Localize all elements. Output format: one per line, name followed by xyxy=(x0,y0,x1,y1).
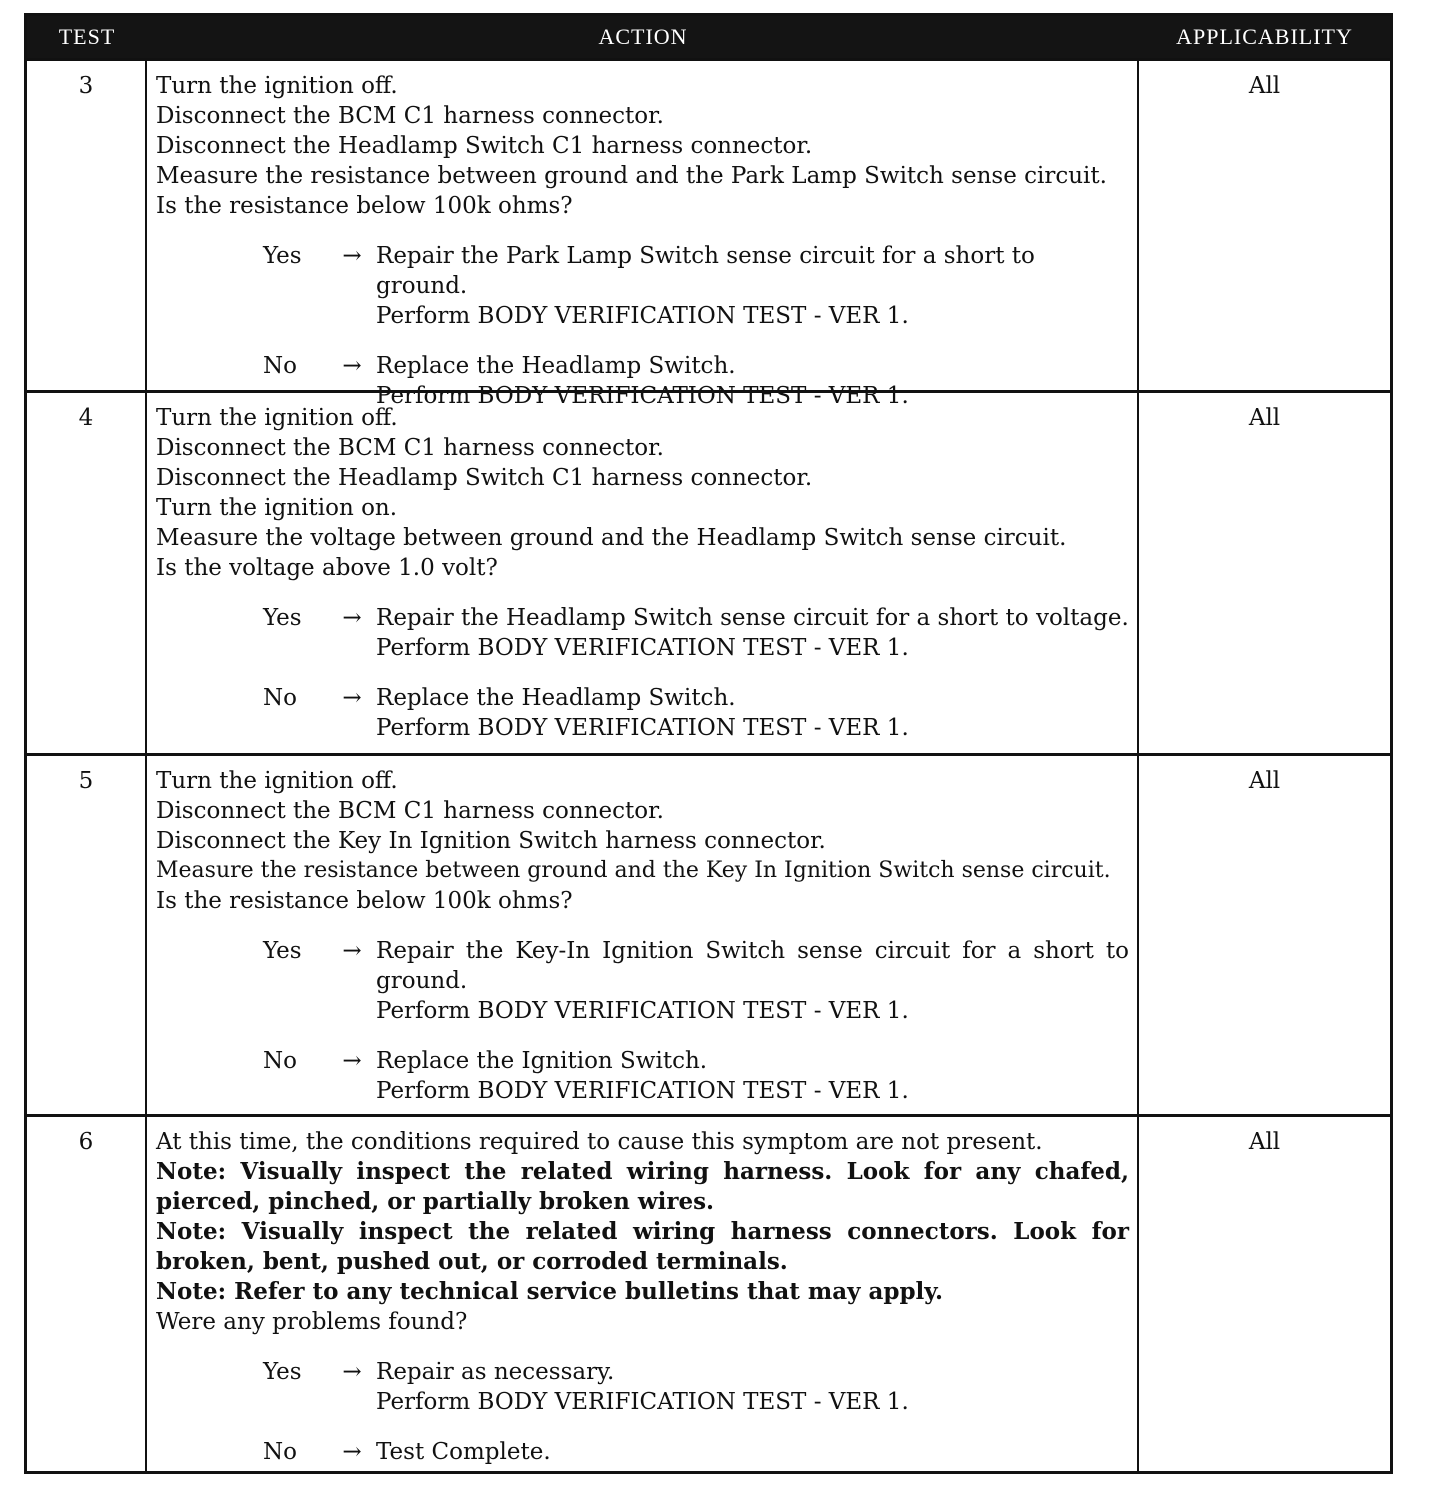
header-action: ACTION xyxy=(598,24,688,49)
step: Disconnect the BCM C1 harness connector. xyxy=(156,798,664,824)
step: Turn the ignition off. xyxy=(156,768,398,794)
applicability-cell: All xyxy=(1248,1129,1281,1155)
diagnostic-table xyxy=(24,13,1393,1474)
no-label: No xyxy=(263,1048,297,1074)
yes-response xyxy=(156,241,1129,331)
test-number: 4 xyxy=(27,393,147,753)
action-cell xyxy=(147,1117,1139,1471)
yes-label: Yes xyxy=(263,243,302,269)
no-label: No xyxy=(263,685,297,711)
no-text: Perform BODY VERIFICATION TEST - VER 1. xyxy=(376,715,909,741)
action-cell xyxy=(147,393,1139,753)
step: Turn the ignition off. xyxy=(156,73,398,99)
yes-response xyxy=(156,603,1129,663)
no-response xyxy=(156,683,1129,743)
yes-text: Repair the Park Lamp Switch sense circuit for a short to ground. xyxy=(376,243,1035,299)
applicability-cell: All xyxy=(1248,405,1281,431)
header-test: TEST xyxy=(58,24,116,49)
step: Disconnect the BCM C1 harness connector. xyxy=(156,435,664,461)
arrow-icon: → xyxy=(342,1439,362,1465)
yes-label: Yes xyxy=(263,1359,302,1385)
question: Were any problems found? xyxy=(156,1309,468,1335)
step: At this time, the conditions required to cause this symptom are not present. xyxy=(156,1129,1043,1155)
step: Measure the resistance between ground and the Key In Ignition Switch sense circuit. xyxy=(156,858,1111,883)
step: Disconnect the Key In Ignition Switch harness connector. xyxy=(156,828,826,854)
no-response xyxy=(156,1437,1129,1467)
arrow-icon: → xyxy=(342,243,362,269)
table-row xyxy=(27,753,1390,1114)
yes-label: Yes xyxy=(263,938,302,964)
step: Measure the resistance between ground and the Park Lamp Switch sense circuit. xyxy=(156,163,1107,189)
yes-text: Perform BODY VERIFICATION TEST - VER 1. xyxy=(376,303,909,329)
step: Is the resistance below 100k ohms? xyxy=(156,193,573,219)
yes-text: Repair as necessary. xyxy=(376,1359,615,1385)
no-text: Replace the Ignition Switch. xyxy=(376,1048,708,1074)
no-text: Test Complete. xyxy=(376,1439,551,1465)
table-row xyxy=(27,58,1390,409)
no-text: Replace the Headlamp Switch. xyxy=(376,353,736,379)
step: Turn the ignition off. xyxy=(156,405,398,431)
note: Note: Visually inspect the related wiring harness. Look for any chafed, pierced, pinched, or partially broken wires. xyxy=(156,1158,1129,1215)
yes-response xyxy=(156,1357,1129,1417)
table-header xyxy=(27,16,1390,58)
test-number: 6 xyxy=(27,1117,147,1471)
header-applicability: APPLICABILITY xyxy=(1176,24,1353,49)
yes-text: Repair the Headlamp Switch sense circuit for a short to voltage. xyxy=(376,605,1129,631)
step: Is the voltage above 1.0 volt? xyxy=(156,555,498,581)
table-row xyxy=(27,390,1390,753)
step: Disconnect the BCM C1 harness connector. xyxy=(156,103,664,129)
yes-text: Perform BODY VERIFICATION TEST - VER 1. xyxy=(376,998,909,1024)
test-number: 5 xyxy=(27,756,147,1114)
test-number: 3 xyxy=(27,61,147,390)
note: Note: Refer to any technical service bulletins that may apply. xyxy=(156,1278,944,1305)
step: Disconnect the Headlamp Switch C1 harness connector. xyxy=(156,465,813,491)
yes-text: Perform BODY VERIFICATION TEST - VER 1. xyxy=(376,1389,909,1415)
applicability-cell: All xyxy=(1248,768,1281,794)
arrow-icon: → xyxy=(342,353,362,379)
no-text: Perform BODY VERIFICATION TEST - VER 1. xyxy=(376,383,909,409)
no-label: No xyxy=(263,353,297,379)
arrow-icon: → xyxy=(342,685,362,711)
yes-label: Yes xyxy=(263,605,302,631)
yes-response xyxy=(156,936,1129,1026)
no-response xyxy=(156,1046,1129,1106)
yes-text: Repair the Key-In Ignition Switch sense circuit for a short to ground. xyxy=(376,938,1129,994)
table-row xyxy=(27,1114,1390,1471)
applicability-cell: All xyxy=(1248,73,1281,99)
no-text: Replace the Headlamp Switch. xyxy=(376,685,736,711)
arrow-icon: → xyxy=(342,938,362,964)
step: Disconnect the Headlamp Switch C1 harness connector. xyxy=(156,133,813,159)
step: Is the resistance below 100k ohms? xyxy=(156,888,573,914)
no-text: Perform BODY VERIFICATION TEST - VER 1. xyxy=(376,1078,909,1104)
step: Measure the voltage between ground and the Headlamp Switch sense circuit. xyxy=(156,525,1067,551)
no-label: No xyxy=(263,1439,297,1465)
arrow-icon: → xyxy=(342,1048,362,1074)
arrow-icon: → xyxy=(342,1359,362,1385)
action-cell xyxy=(147,61,1139,409)
arrow-icon: → xyxy=(342,605,362,631)
action-cell xyxy=(147,756,1139,1114)
note: Note: Visually inspect the related wiring harness connectors. Look for broken, bent, pushed out, or corroded terminals. xyxy=(156,1218,1129,1275)
step: Turn the ignition on. xyxy=(156,495,398,521)
yes-text: Perform BODY VERIFICATION TEST - VER 1. xyxy=(376,635,909,661)
